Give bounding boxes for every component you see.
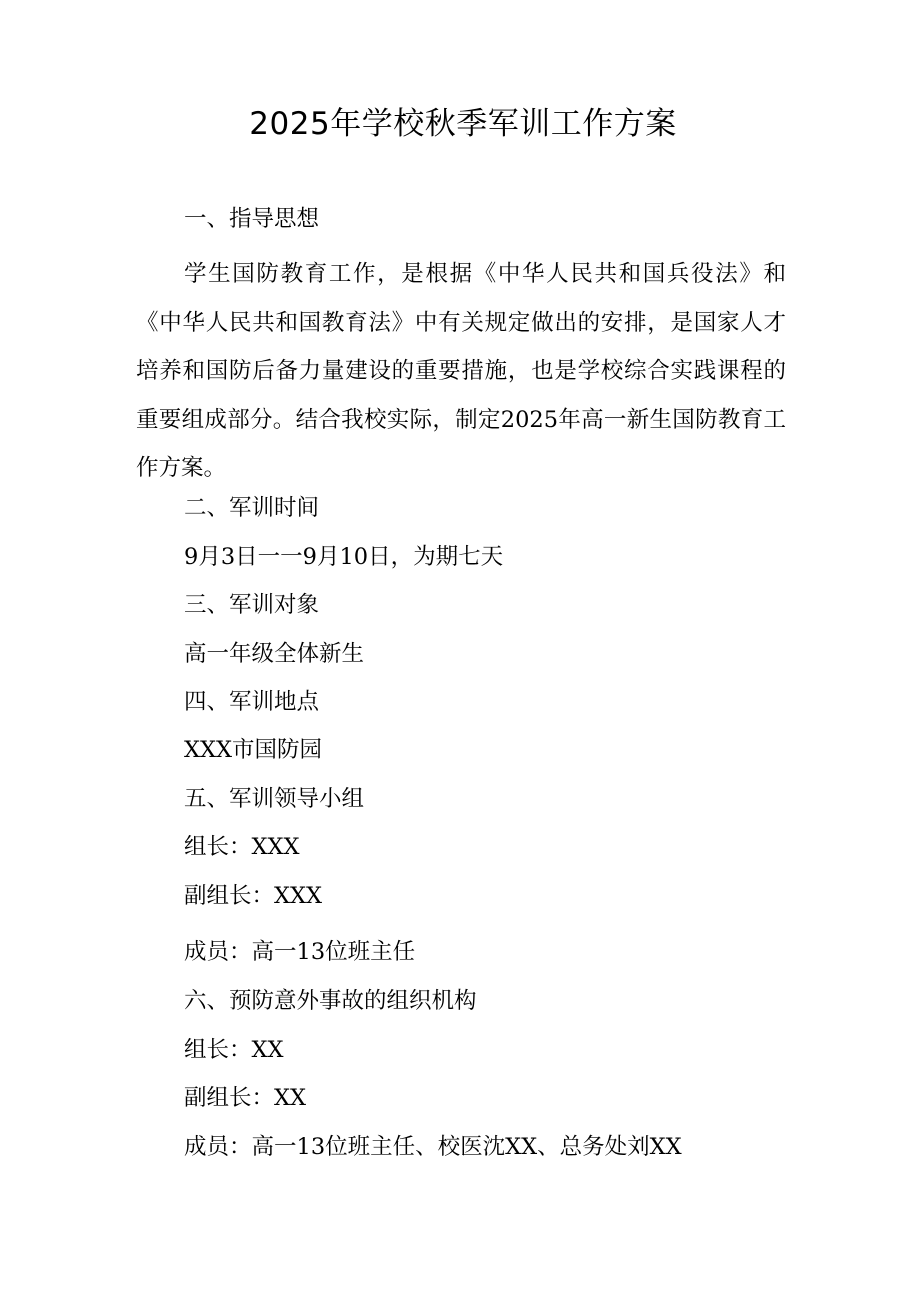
- leadership-group-deputy: 副组长：XXX: [184, 883, 323, 909]
- section-heading-accident-prevention: 六、预防意外事故的组织机构: [184, 988, 477, 1014]
- section-heading-training-time: 二、军训时间: [184, 495, 320, 521]
- guiding-ideology-paragraph: 学生国防教育工作，是根据《中华人民共和国兵役法》和《中华人民共和国教育法》中有关规定做出的安排，是国家人才培养和国防后备力量建设的重要措施，也是学校综合实践课程的重要组成部分。结合我校实际，制定2025年高一新生国防教育工作方案。: [136, 261, 786, 481]
- training-location-text: XXX市国防园: [184, 737, 323, 763]
- section-heading-guiding-ideology: 一、指导思想: [184, 206, 320, 232]
- leadership-group-members: 成员：高一13位班主任: [184, 939, 416, 965]
- training-time-text: 9月3日一一9月10日，为期七天: [184, 544, 504, 570]
- section-heading-training-target: 三、军训对象: [184, 592, 320, 618]
- accident-prevention-leader: 组长：XX: [184, 1037, 284, 1063]
- accident-prevention-deputy: 副组长：XX: [184, 1085, 307, 1111]
- accident-prevention-members: 成员：高一13位班主任、校医沈XX、总务处刘XX: [184, 1134, 682, 1160]
- section-heading-training-location: 四、军训地点: [184, 689, 320, 715]
- training-target-text: 高一年级全体新生: [184, 641, 365, 667]
- document-title: 2025年学校秋季军训工作方案: [249, 106, 677, 142]
- section-heading-leadership-group: 五、军训领导小组: [184, 786, 365, 812]
- leadership-group-leader: 组长：XXX: [184, 834, 300, 860]
